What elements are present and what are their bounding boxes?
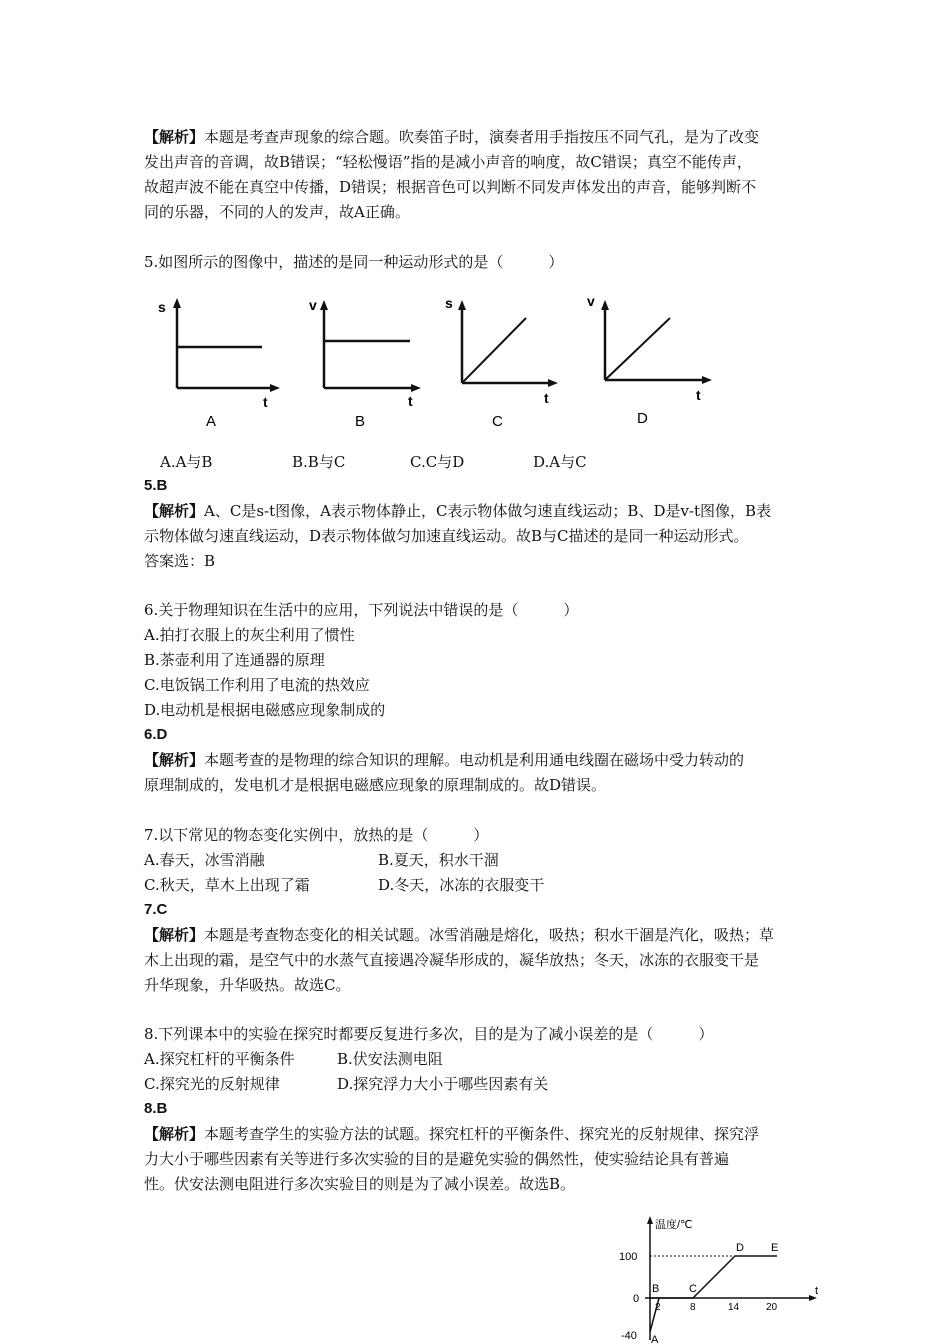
q5-question: 5.如图所示的图像中，描述的是同一种运动形式的是（ ）	[144, 253, 564, 271]
point-e-label: E	[771, 1242, 779, 1254]
q6-answer: 6.D	[144, 726, 168, 743]
analysis-tag: 【解析】	[144, 1125, 205, 1143]
xtick-2: 2	[655, 1302, 661, 1313]
ytick-neg40: -40	[621, 1330, 637, 1342]
q5-analysis-line-2: 示物体做匀速直线运动，D表示物体做匀加速直线运动。故B与C描述的是同一种运动形式。	[144, 527, 749, 545]
xtick-20: 20	[766, 1302, 778, 1313]
analysis-tag: 【解析】	[144, 128, 205, 146]
q5-option-d: D.A与C	[533, 453, 587, 471]
q6-analysis-line-1: 【解析】本题考查的是物理的综合知识的理解。电动机是利用通电线圈在磁场中受力转动的	[144, 751, 745, 769]
graph-c-ylabel: s	[445, 295, 453, 311]
graph-b-caption: B	[355, 413, 366, 430]
q8-option-b: B.伏安法测电阻	[337, 1050, 443, 1068]
q5-analysis-line-1: 【解析】A、C是s-t图像，A表示物体静止，C表示物体做匀速直线运动；B、D是v-t图像，B表	[144, 502, 772, 520]
q8-option-c: C.探究光的反射规律	[144, 1075, 280, 1093]
q4-analysis-line-3: 故超声波不能在真空中传播，D错误；根据音色可以判断不同发声体发出的声音，能够判断不	[144, 178, 757, 196]
graph-a	[158, 298, 280, 430]
graph-c-xlabel: t	[544, 390, 549, 406]
q5-graphs-figure	[140, 288, 740, 438]
graph-c-caption: C	[492, 413, 503, 430]
q7-analysis-line-3: 升华现象，升华吸热。故选C。	[144, 976, 351, 994]
q8-question: 8.下列课本中的实验在探究时都要反复进行多次，目的是为了减小误差的是（ ）	[144, 1025, 714, 1043]
q8-option-a: A.探究杠杆的平衡条件	[144, 1050, 295, 1068]
q5-option-b: B.B与C	[292, 453, 346, 471]
temp-xlabel: t	[815, 1285, 819, 1297]
q7-analysis-line-2: 木上出现的霜，是空气中的水蒸气直接遇冷凝华形成的，凝华放热；冬天，冰冻的衣服变干是	[144, 951, 760, 969]
graph-c	[445, 295, 558, 430]
temperature-curve	[693, 1256, 777, 1298]
q6-option-d: D.电动机是根据电磁感应现象制成的	[144, 701, 386, 719]
q6-analysis-line-2: 原理制成的，发电机才是根据电磁感应现象的原理制成的。故D错误。	[144, 776, 607, 794]
q6-option-c: C.电饭锅工作利用了电流的热效应	[144, 676, 370, 694]
graph-c-line	[462, 318, 526, 383]
point-d-label: D	[736, 1242, 744, 1254]
q5-answer: 5.B	[144, 477, 168, 494]
temperature-graph	[615, 1212, 830, 1344]
ytick-0: 0	[633, 1293, 640, 1305]
analysis-tag: 【解析】	[144, 751, 205, 769]
graph-a-ylabel: s	[158, 299, 166, 315]
q7-option-c: C.秋天，草木上出现了霜	[144, 876, 310, 894]
q5-option-c: C.C与D	[410, 453, 465, 471]
q7-question: 7.以下常见的物态变化实例中，放热的是（ ）	[144, 826, 489, 844]
q7-option-a: A.春天，冰雪消融	[144, 851, 265, 869]
q7-option-d: D.冬天，冰冻的衣服变干	[378, 876, 545, 894]
q8-option-d: D.探究浮力大小于哪些因素有关	[337, 1075, 549, 1093]
graph-b-ylabel: v	[309, 297, 317, 313]
graph-b-xlabel: t	[408, 393, 413, 409]
q6-option-b: B.茶壶利用了连通器的原理	[144, 651, 325, 669]
q8-analysis-line-1: 【解析】本题考查学生的实验方法的试题。探究杠杆的平衡条件、探究光的反射规律、探究浮	[144, 1125, 760, 1143]
point-b-label: B	[652, 1283, 660, 1295]
graph-d	[587, 293, 712, 427]
q4-analysis-line-1: 【解析】本题是考查声现象的综合题。吹奏笛子时，演奏者用手指按压不同气孔，是为了改变	[144, 128, 760, 146]
q8-analysis-line-2: 力大小于哪些因素有关等进行多次实验的目的是避免实验的偶然性，使实验结论具有普遍	[144, 1150, 730, 1168]
q5-option-a: A.A与B	[160, 453, 213, 471]
q7-analysis-line-1: 【解析】本题是考查物态变化的相关试题。冰雪消融是熔化，吸热；积水干涸是汽化，吸热；草	[144, 926, 775, 944]
q6-question: 6.关于物理知识在生活中的应用，下列说法中错误的是（ ）	[144, 601, 579, 619]
graph-b	[309, 297, 421, 430]
q4-analysis-line-2: 发出声音的音调，故B错误；“轻松慢语”指的是减小声音的响度，故C错误；真空不能传声，	[144, 153, 752, 171]
graph-a-xlabel: t	[263, 394, 268, 410]
temp-ylabel: 温度/℃	[655, 1219, 693, 1231]
analysis-tag: 【解析】	[144, 502, 205, 520]
point-c-label: C	[689, 1283, 697, 1295]
xtick-8: 8	[690, 1302, 696, 1313]
graph-d-ylabel: v	[587, 293, 595, 309]
q7-option-b: B.夏天，积水干涸	[378, 851, 499, 869]
ytick-100: 100	[619, 1251, 638, 1263]
xtick-14: 14	[728, 1302, 740, 1313]
point-a-label: A	[651, 1334, 659, 1344]
analysis-tag: 【解析】	[144, 926, 205, 944]
graph-d-xlabel: t	[696, 387, 701, 403]
graph-d-line	[605, 318, 670, 380]
q5-analysis-line-3: 答案选：B	[144, 552, 216, 570]
graph-d-caption: D	[637, 410, 648, 427]
q8-analysis-line-3: 性。伏安法测电阻进行多次实验目的则是为了减小误差。故选B。	[144, 1175, 576, 1193]
q8-answer: 8.B	[144, 1100, 168, 1117]
q6-option-a: A.拍打衣服上的灰尘利用了惯性	[144, 626, 355, 644]
q4-analysis-line-4: 同的乐器，不同的人的发声，故A正确。	[144, 203, 410, 221]
q7-answer: 7.C	[144, 901, 168, 918]
graph-a-caption: A	[206, 413, 217, 430]
